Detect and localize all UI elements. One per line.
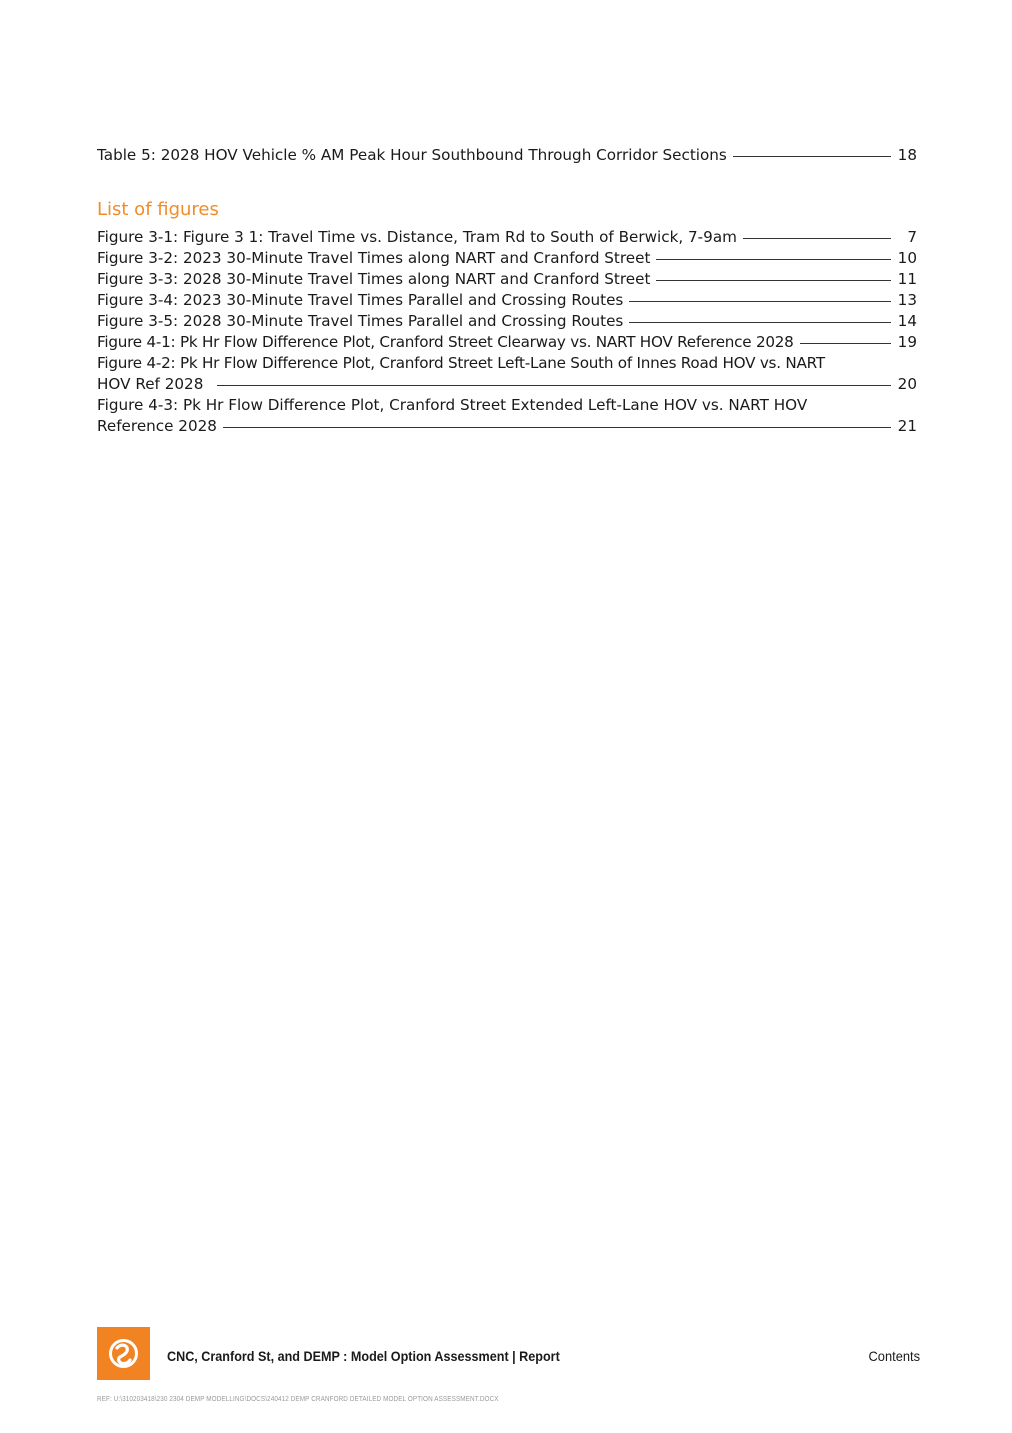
- toc-entry-figure-4-3[interactable]: [97, 416, 917, 437]
- toc-page-number: 19: [897, 333, 917, 351]
- toc-leader: [656, 259, 891, 260]
- toc-page-number: 14: [897, 312, 917, 330]
- toc-leader: [629, 322, 891, 323]
- toc-page-number: 21: [897, 417, 917, 435]
- company-logo: [97, 1327, 150, 1380]
- toc-entry-figure-3-5[interactable]: [97, 311, 917, 332]
- toc-entry-label: Figure 3-2: 2023 30-Minute Travel Times along NART and Cranford Street: [97, 249, 651, 267]
- toc-entry-figure-4-3-line1[interactable]: Figure 4-3: Pk Hr Flow Difference Plot, Cranford Street Extended Left-Lane HOV vs. NART HOV: [97, 396, 808, 414]
- toc-leader: [743, 238, 891, 239]
- list-of-figures-heading: List of figures: [97, 199, 219, 220]
- toc-entry-label: Figure 3-4: 2023 30-Minute Travel Times Parallel and Crossing Routes: [97, 291, 624, 309]
- toc-leader: [733, 156, 891, 157]
- toc-entry-figure-4-2-line1[interactable]: Figure 4-2: Pk Hr Flow Difference Plot, Cranford Street Left-Lane South of Innes Road HOV vs. NART: [97, 354, 825, 372]
- toc-leader: [800, 343, 891, 344]
- toc-page-number: 11: [897, 270, 917, 288]
- toc-entry-label: Figure 4-1: Pk Hr Flow Difference Plot, Cranford Street Clearway vs. NART HOV Reference 2028: [97, 333, 794, 351]
- toc-entry-figure-3-1[interactable]: [97, 227, 917, 248]
- footer-report-title: CNC, Cranford St, and DEMP : Model Option Assessment | Report: [167, 1348, 560, 1364]
- toc-entry-label: Reference 2028: [97, 417, 217, 435]
- toc-page-number: 20: [897, 375, 917, 393]
- footer-section-name: Contents: [868, 1348, 920, 1364]
- logo-swirl-icon: [97, 1327, 150, 1380]
- toc-entry-label: Table 5: 2028 HOV Vehicle % AM Peak Hour Southbound Through Corridor Sections: [97, 146, 727, 164]
- toc-entry-figure-3-3[interactable]: [97, 269, 917, 290]
- footer-file-reference: REF: U:\310203418\230 2304 DEMP MODELLING\DOCS\240412 DEMP CRANFORD DETAILED MODEL OPTION ASSESSMENT.DOCX: [97, 1394, 499, 1403]
- toc-leader: [217, 385, 891, 386]
- toc-entry-label: Figure 3-5: 2028 30-Minute Travel Times Parallel and Crossing Routes: [97, 312, 624, 330]
- toc-leader: [223, 427, 891, 428]
- toc-entry-figure-3-2[interactable]: [97, 248, 917, 269]
- toc-page-number: 7: [907, 228, 917, 246]
- toc-entry-table-5[interactable]: [97, 145, 917, 166]
- toc-leader: [656, 280, 891, 281]
- toc-entry-figure-4-2[interactable]: [97, 374, 917, 395]
- toc-leader: [629, 301, 891, 302]
- toc-page-number: 18: [897, 146, 917, 164]
- toc-entry-label: Figure 3-1: Figure 3 1: Travel Time vs. Distance, Tram Rd to South of Berwick, 7-9am: [97, 228, 737, 246]
- toc-entry-label: Figure 3-3: 2028 30-Minute Travel Times along NART and Cranford Street: [97, 270, 651, 288]
- toc-entry-label: HOV Ref 2028: [97, 375, 204, 393]
- toc-page-number: 10: [897, 249, 917, 267]
- toc-page-number: 13: [897, 291, 917, 309]
- toc-entry-figure-4-1[interactable]: [97, 332, 917, 353]
- toc-entry-figure-3-4[interactable]: [97, 290, 917, 311]
